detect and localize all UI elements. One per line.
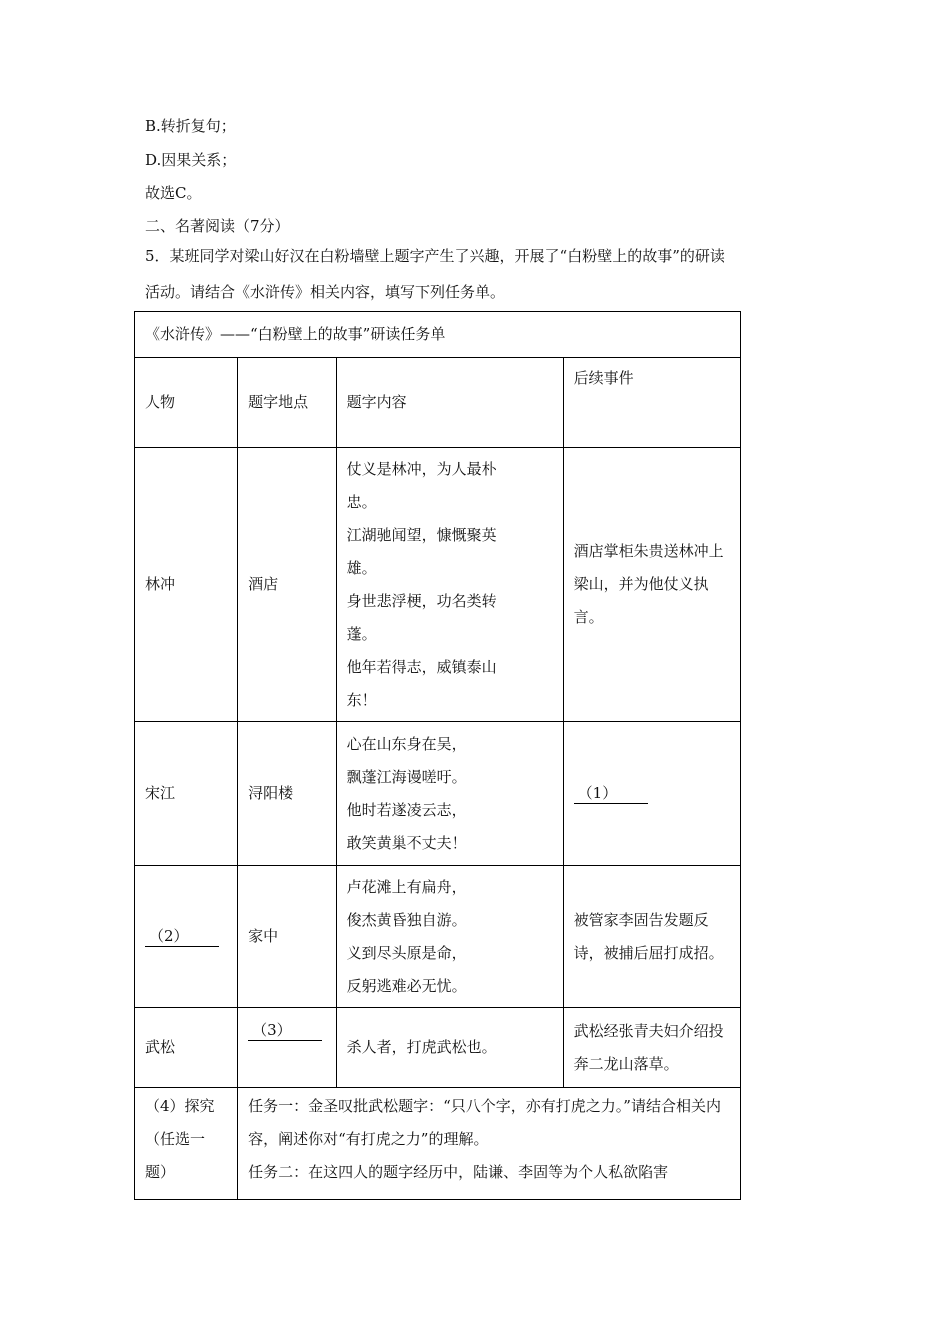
explore-tasks: [238, 1088, 741, 1200]
poem-line: 俊杰黄昏独自游。: [346, 910, 467, 929]
place-cell: 酒店: [238, 448, 336, 722]
task-table: [134, 311, 741, 1200]
poem-line: 飘蓬江海谩嗟吁。: [346, 767, 467, 786]
person-cell: [135, 866, 238, 1008]
explore-label: （4）探究（任选一题）: [135, 1088, 238, 1200]
followup-cell: [563, 722, 740, 866]
place-cell: 浔阳楼: [238, 722, 336, 866]
poem-cell: [336, 448, 563, 722]
followup-cell: 酒店掌柜朱贵送林冲上梁山，并为他仗义执言。: [563, 448, 740, 722]
poem-cell: [336, 866, 563, 1008]
question-5-text: 5．某班同学对梁山好汉在白粉墙壁上题字产生了兴趣，开展了“白粉壁上的故事”的研读: [145, 247, 725, 265]
person-cell: 武松: [135, 1008, 238, 1088]
poem-line: 他时若遂凌云志，: [346, 800, 467, 819]
option-b-line: B.转折复句；: [145, 117, 236, 135]
table-row: [135, 866, 741, 1008]
table-row: [135, 722, 741, 866]
poem-line: 雄。: [346, 558, 377, 577]
header-place: 题字地点: [238, 358, 336, 448]
poem-line: 蓬。: [346, 624, 377, 643]
task-one: 任务一：金圣叹批武松题字：“只八个字，亦有打虎之力。”请结合相关内容，阐述你对“有打虎之力”的理解。: [248, 1097, 721, 1148]
poem-line: 仗义是林冲，为人最朴: [346, 459, 497, 478]
answer-blank-3[interactable]: （3）: [248, 1020, 322, 1041]
poem-line: 忠。: [346, 492, 377, 511]
answer-line: 故选C。: [145, 184, 202, 202]
poem-line: 他年若得志，威镇泰山: [346, 657, 497, 676]
poem-line: 敢笑黄巢不丈夫！: [346, 833, 467, 852]
poem-line: 江湖驰闻望，慷慨聚英: [346, 525, 497, 544]
table-title: 《水浒传》——“白粉壁上的故事”研读任务单: [135, 312, 741, 358]
poem-cell: [336, 722, 563, 866]
poem-line: 反躬逃难必无忧。: [346, 976, 467, 995]
poem-line: 东！: [346, 690, 377, 709]
header-person: 人物: [135, 358, 238, 448]
followup-cell: 武松经张青夫妇介绍投奔二龙山落草。: [563, 1008, 740, 1088]
task-two: 任务二：在这四人的题字经历中，陆谦、李固等为个人私欲陷害: [248, 1163, 669, 1181]
answer-blank-2[interactable]: （2）: [145, 926, 219, 947]
option-d-line: D.因果关系；: [145, 151, 237, 169]
answer-blank-1[interactable]: （1）: [574, 783, 648, 804]
poem-line: 卢花滩上有扁舟，: [346, 877, 467, 896]
poem-cell: [336, 1008, 563, 1088]
place-cell: [238, 1008, 336, 1088]
poem-line: 心在山东身在吴，: [346, 734, 467, 753]
section-heading: 二、名著阅读（7分）: [145, 217, 290, 235]
header-followup: 后续事件: [563, 358, 740, 448]
poem-line: 身世悲浮梗，功名类转: [346, 591, 497, 610]
question-5-text-cont: 活动。请结合《水浒传》相关内容，填写下列任务单。: [145, 283, 506, 301]
person-cell: 林冲: [135, 448, 238, 722]
table-row: [135, 1088, 741, 1200]
table-row: [135, 448, 741, 722]
header-content: 题字内容: [336, 358, 563, 448]
poem-line: 杀人者，打虎武松也。: [346, 1038, 497, 1056]
place-cell: 家中: [238, 866, 336, 1008]
followup-cell: 被管家李固告发题反诗，被捕后屈打成招。: [563, 866, 740, 1008]
table-row: [135, 1008, 741, 1088]
person-cell: 宋江: [135, 722, 238, 866]
poem-line: 义到尽头原是命，: [346, 943, 467, 962]
